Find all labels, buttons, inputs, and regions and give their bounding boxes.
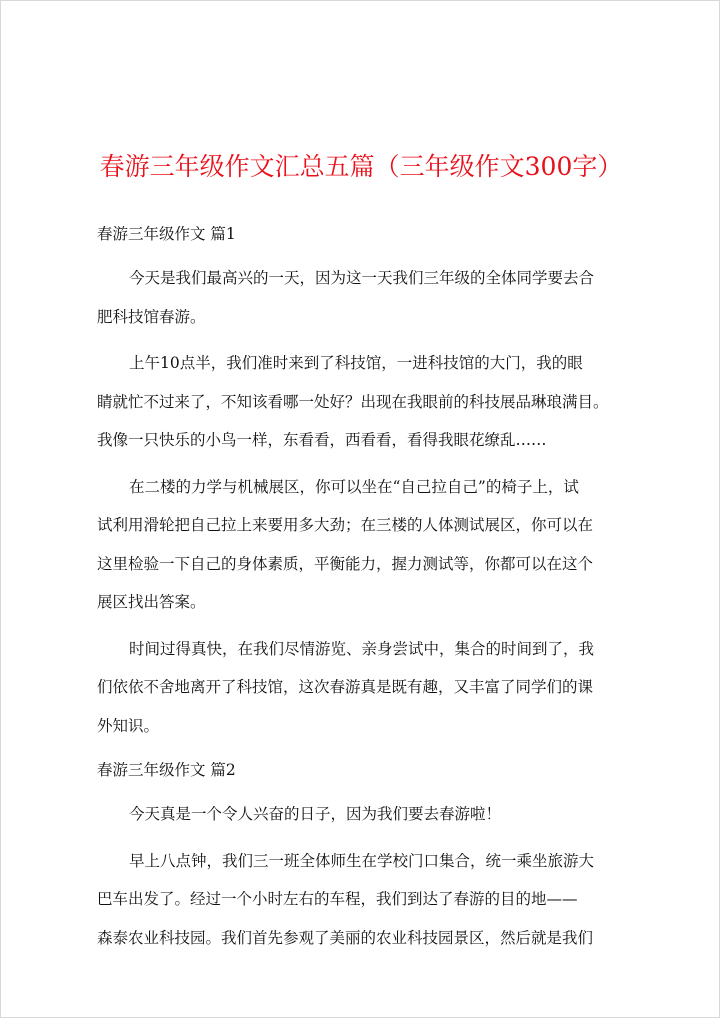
text-line: 外知识。 xyxy=(97,716,160,735)
text-line: 在二楼的力学与机械展区，你可以坐在“自己拉自己”的椅子上，试 xyxy=(129,477,579,496)
text-line: 上午10点半，我们准时来到了科技馆，一进科技馆的大门，我的眼 xyxy=(129,354,583,372)
paragraph xyxy=(97,344,635,460)
text-line: 早上八点钟，我们三一班全体师生在学校门口集合，统一乘坐旅游大 xyxy=(129,851,595,870)
text-line: 我像一只快乐的小鸟一样，东看看，西看看，看得我眼花缭乱…… xyxy=(97,431,547,449)
text-line: 今天真是一个令人兴奋的日子，因为我们要去春游啦！ xyxy=(129,805,502,823)
paragraph xyxy=(97,630,635,746)
text-line: 试利用滑轮把自己拉上来要用多大劲；在三楼的人体测试展区，你可以在 xyxy=(97,516,594,534)
paragraph xyxy=(97,795,635,834)
text-line: 巴车出发了。经过一个小时左右的车程，我们到达了春游的目的地—— xyxy=(97,890,578,908)
document-body xyxy=(97,217,635,965)
text-line: 时间过得真快，在我们尽情游览、亲身尝试中，集合的时间到了，我 xyxy=(129,639,595,658)
text-line: 今天是我们最高兴的一天，因为这一天我们三年级的全体同学要去合 xyxy=(129,269,595,287)
paragraph xyxy=(97,842,635,958)
section-heading: 春游三年级作文 篇2 xyxy=(97,761,236,779)
text-line: 肥科技馆春游。 xyxy=(97,307,206,326)
paragraph xyxy=(97,259,635,336)
text-line: 展区找出答案。 xyxy=(97,593,206,611)
text-line: 森泰农业科技园。我们首先参观了美丽的农业科技园景区，然后就是我们 xyxy=(97,928,594,947)
document-title: 春游三年级作文汇总五篇（三年级作文300字） xyxy=(99,152,623,181)
text-line: 们依依不舍地离开了科技馆，这次春游真是既有趣，又丰富了同学们的课 xyxy=(97,678,594,696)
section-heading: 春游三年级作文 篇1 xyxy=(97,225,236,243)
text-line: 睛就忙不过来了，不知该看哪一处好？出现在我眼前的科技展品琳琅满目。 xyxy=(97,392,609,411)
paragraph xyxy=(97,468,635,622)
text-line: 这里检验一下自己的身体素质，平衡能力，握力测试等，你都可以在这个 xyxy=(97,554,594,573)
